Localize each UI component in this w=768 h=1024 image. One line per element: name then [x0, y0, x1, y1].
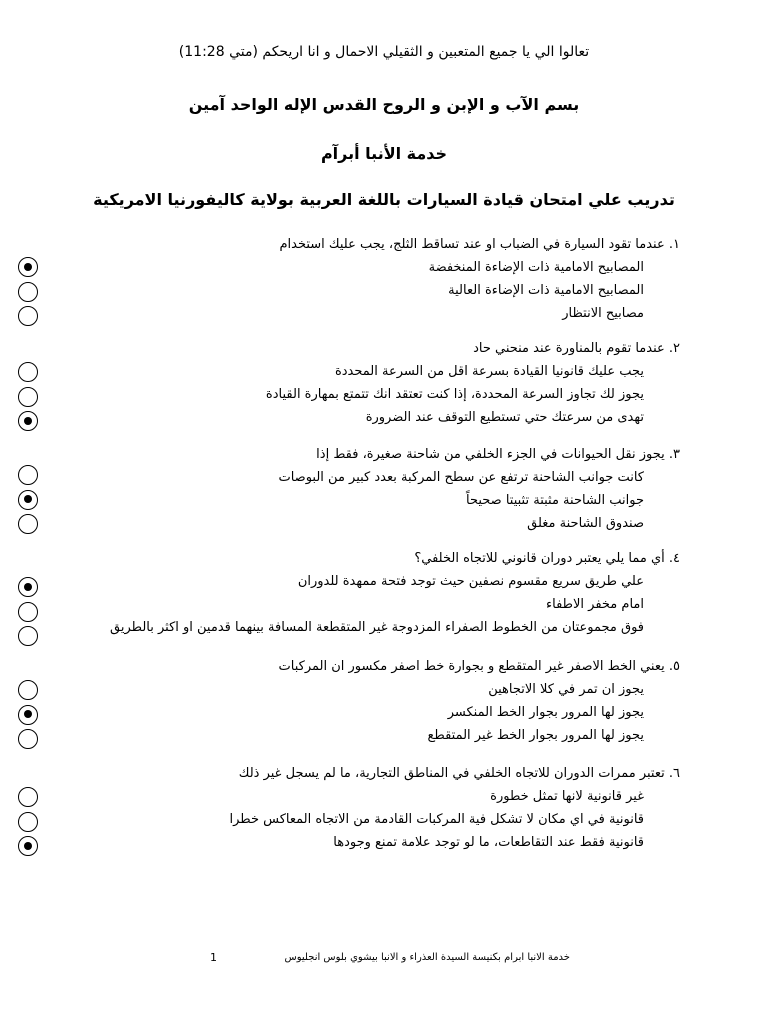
- answer-radio[interactable]: [18, 602, 38, 622]
- question-5: [80, 655, 680, 747]
- answer-radio[interactable]: [18, 282, 38, 302]
- question-2: [80, 337, 680, 429]
- option-text: فوق مجموعتان من الخطوط الصفراء المزدوجة غير المتقطعة المسافة بينهما قدمين او اكثر بالطريق: [110, 620, 644, 635]
- option-text: كانت جوانب الشاحنة ترتفع عن سطح المركبة بعدد كبير من البوصات: [278, 470, 644, 485]
- answer-radio[interactable]: [18, 577, 38, 597]
- option-text: مصابيح الانتظار: [562, 306, 644, 321]
- question-4: [80, 547, 680, 639]
- option-text: المصابيح الامامية ذات الإضاءة العالية: [448, 283, 644, 298]
- document-title: تدريب علي امتحان قيادة السيارات باللغة العربية بولاية كاليفورنيا الامريكية: [93, 190, 675, 209]
- answer-radio[interactable]: [18, 490, 38, 510]
- option-text: علي طريق سريع مقسوم نصفين حيث توجد فتحة ممهدة للدوران: [297, 574, 644, 589]
- answer-radio[interactable]: [18, 626, 38, 646]
- option-text: جوانب الشاحنة مثبتة تثبيتا صحيحاً: [465, 493, 644, 508]
- footer-text: خدمة الانبا ابرام بكنيسة السيدة العذراء و الانبا بيشوي بلوس انجليوس: [284, 952, 570, 963]
- answer-radios-5: [18, 680, 44, 754]
- answer-radio[interactable]: [18, 387, 38, 407]
- option-text: يجوز لها المرور بجوار الخط غير المتقطع: [427, 728, 644, 743]
- question-text: ١. عندما تقود السيارة في الضباب او عند تساقط الثلج، يجب عليك استخدام: [279, 237, 680, 252]
- answer-radio[interactable]: [18, 306, 38, 326]
- option-text: قانونية فقط عند التقاطعات، ما لو توجد علامة تمنع وجودها: [333, 835, 644, 850]
- header-trinity: بسم الآب و الإبن و الروح القدس الإله الواحد آمين: [188, 95, 580, 114]
- question-text: ٤. أي مما يلي يعتبر دوران قانوني للاتجاه الخلفي؟: [414, 551, 680, 566]
- question-text: ٦. تعتبر ممرات الدوران للاتجاه الخلفي في المناطق التجارية، ما لم يسجل غير ذلك: [238, 766, 680, 781]
- page-number: 1: [210, 951, 217, 964]
- question-6: [80, 762, 680, 854]
- option-text: يجوز لها المرور بجوار الخط المنكسر: [447, 705, 644, 720]
- answer-radio[interactable]: [18, 411, 38, 431]
- answer-radios-2: [18, 362, 44, 436]
- option-text: يجب عليك قانونيا القيادة بسرعة اقل من السرعة المحددة: [334, 364, 644, 379]
- question-text: ٥. يعني الخط الاصفر غير المتقطع و بجوارة خط اصفر مكسور ان المركبات: [278, 659, 680, 674]
- answer-radio[interactable]: [18, 257, 38, 277]
- option-text: صندوق الشاحنة مغلق: [527, 516, 644, 531]
- question-1: [80, 233, 680, 325]
- option-text: تهدى من سرعتك حتي تستطيع التوقف عند الضرورة: [365, 410, 644, 425]
- answer-radio[interactable]: [18, 705, 38, 725]
- answer-radios-4: [18, 577, 44, 651]
- answer-radios-3: [18, 465, 44, 539]
- answer-radio[interactable]: [18, 812, 38, 832]
- option-text: غير قانونية لانها تمثل خطورة: [490, 789, 644, 804]
- answer-radios-1: [18, 257, 44, 331]
- answer-radios-6: [18, 787, 44, 861]
- option-text: امام مخفر الاطفاء: [546, 597, 644, 612]
- answer-radio[interactable]: [18, 729, 38, 749]
- question-text: ٣. يجوز نقل الحيوانات في الجزء الخلفي من شاحنة صغيرة، فقط إذا: [316, 447, 680, 462]
- option-text: قانونية في اي مكان لا تشكل فية المركبات القادمة من الاتجاه المعاكس خطرا: [229, 812, 644, 827]
- question-text: ٢. عندما تقوم بالمناورة عند منحني حاد: [473, 341, 680, 356]
- question-3: [80, 443, 680, 535]
- answer-radio[interactable]: [18, 362, 38, 382]
- answer-radio[interactable]: [18, 680, 38, 700]
- answer-radio[interactable]: [18, 514, 38, 534]
- answer-radio[interactable]: [18, 787, 38, 807]
- header-service: خدمة الأنبا أبرآم: [320, 144, 448, 163]
- header-verse: تعالوا الي يا جميع المتعبين و الثقيلي الاحمال و انا اريحكم (متي 11:28): [178, 44, 590, 60]
- answer-radio[interactable]: [18, 465, 38, 485]
- option-text: يجوز ان تمر في كلا الاتجاهين: [488, 682, 644, 697]
- answer-radio[interactable]: [18, 836, 38, 856]
- option-text: المصابيح الامامية ذات الإضاءة المنخفضة: [428, 260, 644, 275]
- option-text: يجوز لك تجاوز السرعة المحددة، إذا كنت تعتقد انك تتمتع بمهارة القيادة: [265, 387, 644, 402]
